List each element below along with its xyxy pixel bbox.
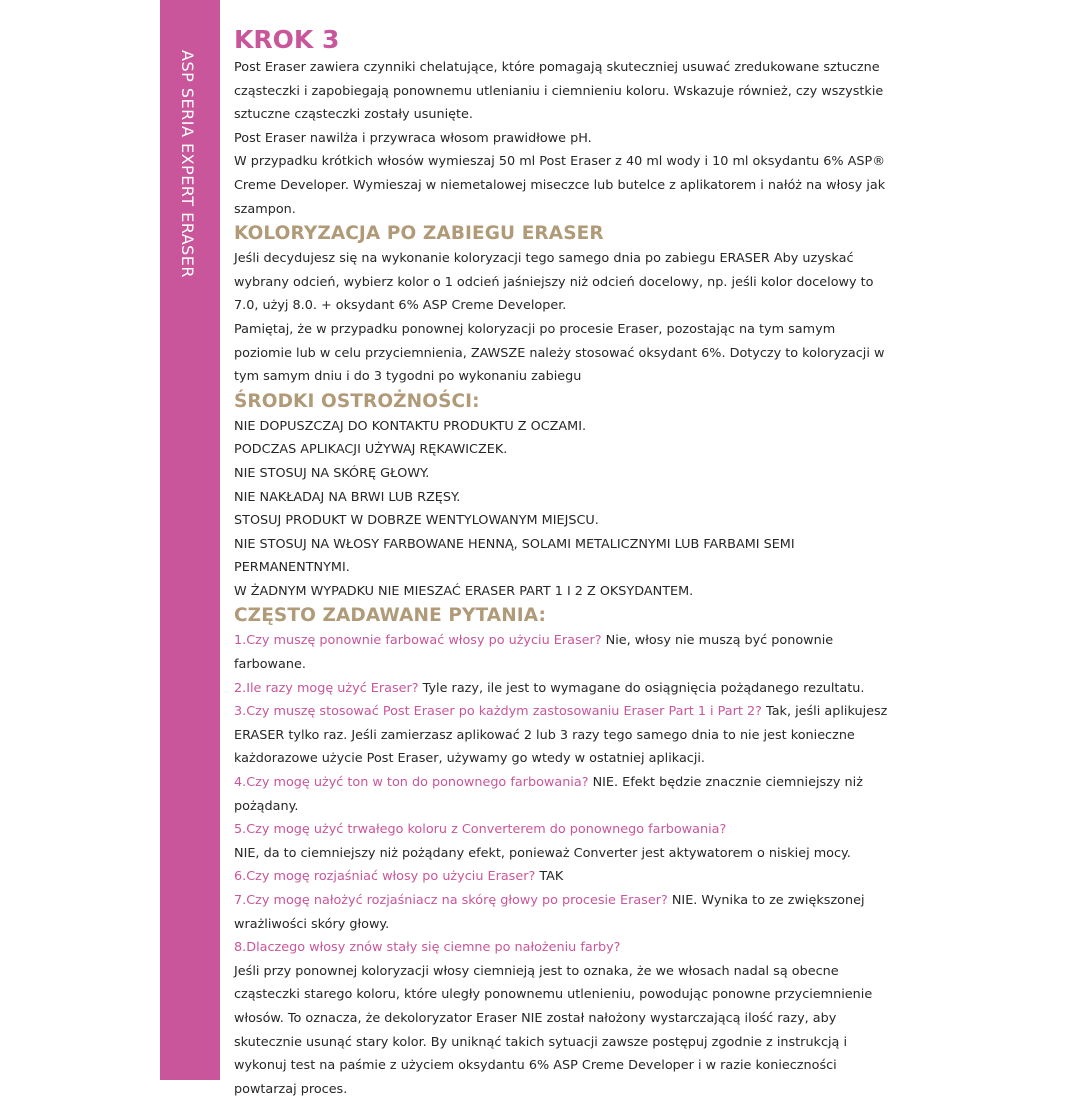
faq-answer: Tyle razy, ile jest to wymagane do osiągnięcia pożądanego rezultatu. <box>418 680 865 696</box>
faq-list <box>234 629 894 1101</box>
faq-question: 3.Czy muszę stosować Post Eraser po każdym zastosowaniu Eraser Part 1 i Part 2? <box>234 704 762 720</box>
precaution-item: STOSUJ PRODUKT W DOBRZE WENTYLOWANYM MIEJSCU. <box>234 513 599 529</box>
sidebar-label: ASP SERIA EXPERT ERASER <box>178 50 197 279</box>
faq-question: 2.Ile razy mogę użyć Eraser? <box>234 680 419 696</box>
coloring-heading: KOLORYZACJA PO ZABIEGU ERASER <box>234 223 604 245</box>
precaution-item: NIE DOPUSZCZAJ DO KONTAKTU PRODUKTU Z OCZAMI. <box>234 418 587 434</box>
coloring-paragraph-1: Jeśli decydujesz się na wykonanie koloryzacji tego samego dnia po zabiegu ERASER Aby uzyskać wybrany odcień, wybierz kolor o 1 odcień jaśniejszy niż odcień docelowy, np. jeśli kolor docelowy to 7.0, użyj 8.0. + oksydant 6% ASP Creme Developer. <box>234 251 874 314</box>
faq-answer: NIE, da to ciemniejszy niż pożądany efekt, ponieważ Converter jest aktywatorem o niskiej mocy. <box>234 845 851 861</box>
precaution-item: NIE NAKŁADAJ NA BRWI LUB RZĘSY. <box>234 489 461 505</box>
faq-question: 8.Dlaczego włosy znów stały się ciemne po nałożeniu farby? <box>234 940 621 956</box>
faq-answer: Nie, włosy nie muszą być ponownie farbowane. <box>234 633 834 673</box>
faq-item-4 <box>234 771 894 818</box>
step3-paragraph-1: Post Eraser zawiera czynniki chelatujące, które pomagają skuteczniej usuwać zredukowane sztuczne cząsteczki i zapobiegają ponownemu utlenianiu i ciemnieniu koloru. Wskazuje również, czy wszystkie sztuczne cząsteczki zostały usunięte. <box>234 60 884 123</box>
precaution-item: PODCZAS APLIKACJI UŻYWAJ RĘKAWICZEK. <box>234 442 508 458</box>
precaution-item: NIE STOSUJ NA SKÓRĘ GŁOWY. <box>234 465 430 481</box>
faq-question: 5.Czy mogę użyć trwałego koloru z Converterem do ponownego farbowania? <box>234 822 727 838</box>
faq-item-6 <box>234 865 894 889</box>
faq-answer: NIE. Efekt będzie znacznie ciemniejszy niż pożądany. <box>234 775 863 814</box>
faq-answer: NIE. Wynika to ze zwiększonej wrażliwości skóry głowy. <box>234 893 865 932</box>
faq-item-1 <box>234 629 894 676</box>
faq-item-8-answer <box>234 960 894 1101</box>
coloring-paragraph-2: Pamiętaj, że w przypadku ponownej koloryzacji po procesie Eraser, pozostając na tym samym poziomie lub w celu przyciemnienia, ZAWSZE należy stosować oksydant 6%. Dotyczy to koloryzacji w tym samym dniu i do 3 tygodni po wykonaniu zabiegu <box>234 321 885 385</box>
faq-question: 4.Czy mogę użyć ton w ton do ponownego farbowania? <box>234 775 589 791</box>
faq-question: 1.Czy muszę ponownie farbować włosy po użyciu Eraser? <box>234 633 602 649</box>
faq-question: 6.Czy mogę rozjaśniać włosy po użyciu Eraser? <box>234 869 536 885</box>
faq-answer: TAK <box>535 869 564 885</box>
step3-paragraph-2: Post Eraser nawilża i przywraca włosom prawidłowe pH. <box>234 130 592 146</box>
precaution-item: W ŻADNYM WYPADKU NIE MIESZAĆ ERASER PART 1 I 2 Z OKSYDANTEM. <box>234 583 694 599</box>
faq-item-5-answer <box>234 842 894 866</box>
precautions-heading: ŚRODKI OSTROŻNOŚCI: <box>234 390 480 412</box>
precaution-item: NIE STOSUJ NA WŁOSY FARBOWANE HENNĄ, SOLAMI METALICZNYMI LUB FARBAMI SEMI PERMANENTNYMI. <box>234 536 795 576</box>
faq-answer: Tak, jeśli aplikujesz ERASER tylko raz. Jeśli zamierzasz aplikować 2 lub 3 razy tego samego dnia to nie jest konieczne każdorazowe użycie Post Eraser, używamy go wtedy w ostatniej aplikacji. <box>234 704 888 767</box>
precautions-list <box>234 415 894 604</box>
faq-question: 7.Czy mogę nałożyć rozjaśniacz na skórę głowy po procesie Eraser? <box>234 893 668 908</box>
faq-item-3 <box>234 700 894 771</box>
faq-item-7 <box>234 889 894 936</box>
faq-item-8-question <box>234 936 894 960</box>
faq-heading: CZĘSTO ZADAWANE PYTANIA: <box>234 605 547 627</box>
faq-answer: Jeśli przy ponownej koloryzacji włosy ciemnieją jest to oznaka, że we włosach nadal są obecne cząsteczki starego koloru, które uległy ponownemu utlenieniu, powodując ponowne przyciemnienie włosów. To oznacza, że dekoloryzator Eraser NIE został nałożony wystarczającą ilość razy, aby skutecznie usunąć stary kolor. By uniknąć takich sytuacji zawsze postępuj zgodnie z instrukcją i wykonuj test na paśmie z użyciem oksydantu 6% ASP Creme Developer i w razie konieczności powtarzaj proces. <box>234 963 873 1097</box>
faq-item-5-question <box>234 818 894 842</box>
page-title: KROK 3 <box>234 25 340 54</box>
main-content <box>234 24 894 1101</box>
faq-item-2 <box>234 677 894 701</box>
step3-paragraph-3: W przypadku krótkich włosów wymieszaj 50 ml Post Eraser z 40 ml wody i 10 ml oksydantu 6% ASP® Creme Developer. Wymieszaj w niemetalowej miseczce lub butelce z aplikatorem i nałóż na włosy jak szampon. <box>234 154 886 217</box>
